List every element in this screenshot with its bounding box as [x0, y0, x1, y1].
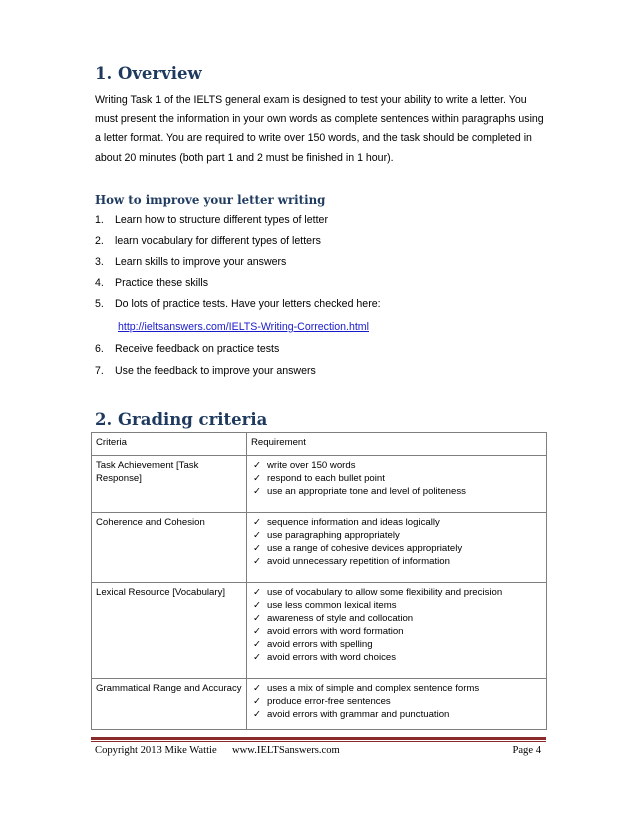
- list-item: ✓ avoid errors with grammar and punctuation: [253, 709, 450, 720]
- footer-site: www.IELTSanswers.com: [232, 745, 340, 756]
- checkmark-icon: ✓: [253, 709, 261, 720]
- list-item: 6. Receive feedback on practice tests: [95, 343, 280, 355]
- checkmark-icon: ✓: [253, 683, 261, 694]
- list-item: 2. learn vocabulary for different types of letters: [95, 235, 321, 247]
- list-item: ✓ use paragraphing appropriately: [253, 530, 400, 541]
- table-row: [92, 513, 547, 583]
- checkmark-icon: ✓: [253, 652, 261, 663]
- checkmark-icon: ✓: [253, 613, 261, 624]
- list-item: ✓ avoid errors with word choices: [253, 652, 397, 663]
- list-item: ✓ use less common lexical items: [253, 600, 397, 611]
- criteria-cell: Grammatical Range and Accuracy: [92, 679, 247, 730]
- footer-page-number: Page 4: [512, 745, 541, 756]
- table-header-row: [92, 433, 547, 456]
- list-item: ✓ respond to each bullet point: [253, 473, 385, 484]
- list-item: ✓ write over 150 words: [253, 460, 356, 471]
- requirement-list: [251, 682, 542, 721]
- page-footer: [95, 745, 541, 759]
- checkmark-icon: ✓: [253, 600, 261, 611]
- requirement-cell: [247, 456, 547, 513]
- list-item: ✓ uses a mix of simple and complex sentence forms: [253, 683, 480, 694]
- criteria-cell: Lexical Resource [Vocabulary]: [92, 583, 247, 679]
- list-item: ✓ awareness of style and collocation: [253, 613, 414, 624]
- requirement-cell: [247, 679, 547, 730]
- checkmark-icon: ✓: [253, 530, 261, 541]
- list-item: 3. Learn skills to improve your answers: [95, 256, 287, 268]
- grading-heading: 2. Grading criteria: [95, 410, 268, 429]
- overview-heading: 1. Overview: [95, 64, 202, 83]
- overview-paragraph: Writing Task 1 of the IELTS general exam is designed to test your ability to write a letter. You must present the information in your own words as complete sentences within paragraphs using a letter format. You are required to write over 150 words, and the task should be completed in about 20 minutes (both part 1 and 2 must be finished in 1 hour).: [95, 94, 544, 164]
- checkmark-icon: ✓: [253, 460, 261, 471]
- requirement-list: [251, 516, 542, 568]
- requirement-cell: [247, 513, 547, 583]
- requirement-header: Requirement: [247, 433, 547, 456]
- list-item: ✓ avoid unnecessary repetition of information: [253, 556, 450, 567]
- list-item: ✓ use of vocabulary to allow some flexibility and precision: [253, 587, 503, 598]
- criteria-header: Criteria: [92, 433, 247, 456]
- criteria-cell: Task Achievement [Task Response]: [92, 456, 247, 513]
- list-item: 1. Learn how to structure different types of letter: [95, 214, 328, 226]
- checkmark-icon: ✓: [253, 626, 261, 637]
- table-row: [92, 583, 547, 679]
- list-item: ✓ sequence information and ideas logically: [253, 517, 440, 528]
- requirement-cell: [247, 583, 547, 679]
- list-item: 5. Do lots of practice tests. Have your letters checked here:: [95, 298, 381, 310]
- requirement-list: [251, 586, 542, 664]
- list-item: 7. Use the feedback to improve your answers: [95, 365, 316, 377]
- criteria-cell: Coherence and Cohesion: [92, 513, 247, 583]
- table-row: [92, 679, 547, 730]
- checkmark-icon: ✓: [253, 556, 261, 567]
- checkmark-icon: ✓: [253, 486, 261, 497]
- grading-table: [91, 432, 547, 730]
- list-item: ✓ use a range of cohesive devices appropriately: [253, 543, 463, 554]
- checkmark-icon: ✓: [253, 473, 261, 484]
- writing-correction-link[interactable]: http://ieltsanswers.com/IELTS-Writing-Correction.html: [118, 321, 369, 333]
- list-item: ✓ produce error-free sentences: [253, 696, 391, 707]
- improve-heading: How to improve your letter writing: [95, 193, 326, 207]
- list-item: 4. Practice these skills: [95, 277, 209, 289]
- list-item: ✓ avoid errors with spelling: [253, 639, 373, 650]
- checkmark-icon: ✓: [253, 517, 261, 528]
- list-item: ✓ use an appropriate tone and level of politeness: [253, 486, 466, 497]
- list-item: ✓ avoid errors with word formation: [253, 626, 404, 637]
- checkmark-icon: ✓: [253, 639, 261, 650]
- footer-copyright: Copyright 2013 Mike Wattie: [95, 745, 217, 756]
- checkmark-icon: ✓: [253, 587, 261, 598]
- checkmark-icon: ✓: [253, 543, 261, 554]
- footer-divider-thin: [91, 741, 546, 742]
- checkmark-icon: ✓: [253, 696, 261, 707]
- table-row: [92, 456, 547, 513]
- requirement-list: [251, 459, 542, 498]
- footer-divider: [91, 737, 546, 740]
